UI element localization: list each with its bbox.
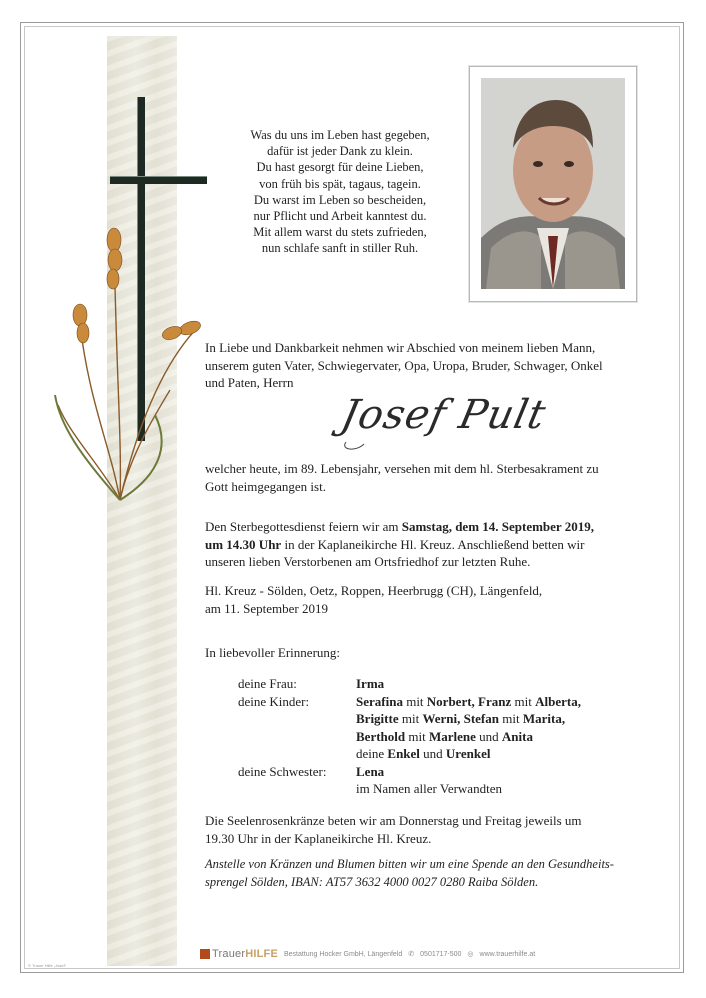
- service-time: um 14.30 Uhr: [205, 536, 282, 552]
- footer-web[interactable]: www.trauerhilfe.at: [479, 950, 536, 958]
- connector: mit: [499, 711, 523, 726]
- logo-text-accent: HILFE: [245, 948, 278, 960]
- wheat-icon: [50, 215, 210, 505]
- memorial-poem: [225, 127, 455, 257]
- relatives-text: im Namen aller Verwandten: [356, 781, 502, 796]
- wife-name: Irma: [356, 676, 385, 691]
- sister-name: Lena: [356, 763, 385, 779]
- child-name: Werni, Stefan: [422, 711, 499, 726]
- service-date: Samstag, dem 14. September 2019,: [401, 519, 594, 534]
- footer-company: Bestattung Hocker GmbH, Längenfeld: [283, 950, 403, 958]
- service-line: [205, 518, 639, 536]
- service-line: unseren lieben Verstorbenen am Ortsfriedhof zur letzten Ruhe.: [205, 554, 531, 569]
- portrait-photo: [469, 66, 637, 302]
- family-value: [356, 745, 490, 763]
- family-value: [356, 710, 565, 728]
- copyright: © Trauer Hilfe „Josef“: [28, 963, 67, 968]
- service-pre: Den Sterbegottesdienst feiern wir am: [205, 519, 402, 534]
- logo-text: Trauer: [212, 948, 246, 960]
- poem-line: Du hast gesorgt für deine Lieben,: [256, 160, 424, 175]
- web-icon: ◎: [467, 951, 474, 958]
- death-text: [205, 460, 639, 495]
- great-grandchildren: Urenkel: [445, 746, 491, 761]
- connector: mit: [405, 728, 429, 744]
- service-line: [205, 536, 639, 554]
- deceased-name: Josef Pult: [337, 392, 551, 438]
- child-name: Anita: [501, 728, 533, 744]
- footer: [200, 948, 535, 960]
- death-line: welcher heute, im 89. Lebensjahr, versehen mit dem hl. Sterbesakrament zu: [205, 461, 599, 476]
- family-value: [356, 728, 533, 746]
- family-value: [356, 763, 384, 781]
- poem-line: Mit allem warst du stets zufrieden,: [253, 225, 427, 240]
- family-value: [356, 675, 384, 693]
- child-name: Alberta,: [535, 693, 581, 709]
- donation-text: [205, 856, 639, 891]
- rosary-line: Die Seelenrosenkränze beten wir am Donnerstag und Freitag jeweils um: [205, 813, 582, 828]
- date-line: am 11. September 2019: [205, 600, 328, 616]
- service-mid: in der Kaplaneikirche Hl. Kreuz. Anschließend betten wir: [281, 536, 585, 552]
- footer-phone: 0501717-500: [420, 950, 462, 958]
- poem-line: nur Pflicht und Arbeit kanntest du.: [253, 209, 427, 224]
- rosary-text: [205, 812, 639, 847]
- memory-heading: In liebevoller Erinnerung:: [205, 645, 341, 660]
- intro-text: [205, 339, 639, 392]
- poem-line: Du warst im Leben so bescheiden,: [253, 192, 427, 207]
- child-name: Serafina: [356, 693, 403, 709]
- poem-line: dafür ist jeder Dank zu klein.: [267, 144, 413, 159]
- connector: und: [419, 746, 446, 761]
- family-label: deine Schwester:: [238, 763, 327, 779]
- place-line: Hl. Kreuz - Sölden, Oetz, Roppen, Heerbrugg (CH), Längenfeld,: [205, 583, 543, 598]
- donation-line: sprengel Sölden, IBAN: AT57 3632 4000 0027 0280 Raiba Sölden.: [205, 874, 539, 889]
- connector: mit: [398, 711, 423, 726]
- trauerhilfe-logo: [200, 948, 278, 960]
- phone-icon: ✆: [408, 951, 415, 958]
- connector: und: [475, 728, 502, 744]
- intro-line: und Paten, Herrn: [205, 375, 294, 390]
- cross-bar: [110, 176, 207, 184]
- intro-line: unserem guten Vater, Schwiegervater, Opa, Uropa, Bruder, Schwager, Onkel: [205, 357, 603, 373]
- family-label: deine Kinder:: [238, 693, 310, 709]
- child-name: Marita,: [522, 711, 566, 726]
- connector: mit: [511, 693, 536, 709]
- donation-line: Anstelle von Kränzen und Blumen bitten wir um eine Spende an den Gesundheits-: [205, 857, 614, 871]
- death-line: Gott heimgegangen ist.: [205, 478, 326, 494]
- family-label: deine Frau:: [238, 676, 297, 691]
- logo-icon: [200, 949, 210, 959]
- service-text: [205, 518, 639, 571]
- connector: mit: [402, 693, 427, 709]
- intro-line: In Liebe und Dankbarkeit nehmen wir Abschied von meinem lieben Mann,: [205, 340, 596, 355]
- poem-line: von früh bis spät, tagaus, tagein.: [259, 176, 421, 191]
- portrait-image: [481, 78, 625, 289]
- child-name: Brigitte: [356, 711, 399, 726]
- poem-line: Was du uns im Leben hast gegeben,: [250, 128, 430, 142]
- child-name: Berthold: [356, 728, 406, 744]
- child-name: Norbert, Franz: [426, 693, 512, 709]
- family-value: [356, 693, 581, 711]
- connector: deine: [356, 746, 388, 761]
- child-name: Marlene: [428, 728, 476, 744]
- place-date-text: [205, 582, 639, 617]
- rosary-line: 19.30 Uhr in der Kaplaneikirche Hl. Kreuz.: [205, 830, 432, 846]
- poem-line: nun schlafe sanft in stiller Ruh.: [261, 241, 419, 256]
- grandchildren: Enkel: [387, 746, 420, 761]
